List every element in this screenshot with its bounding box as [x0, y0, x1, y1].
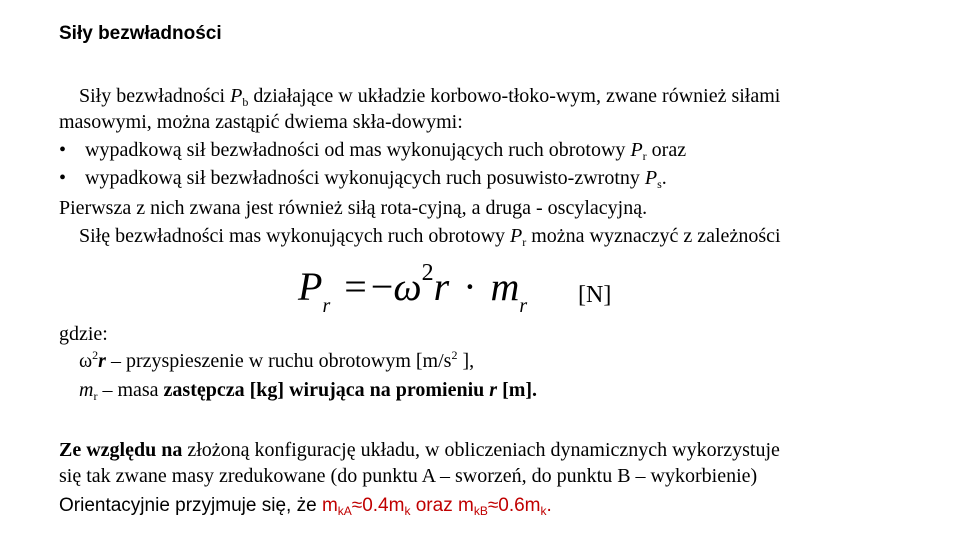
subscript: r — [522, 235, 527, 249]
subscript: kA — [337, 504, 352, 518]
text: działające w układzie korbowo-tłoko-wym, zwane również siłami — [248, 85, 781, 107]
subscript: r — [642, 149, 647, 163]
slide-title: Siły bezwładności — [59, 23, 222, 44]
text: oraz — [410, 495, 458, 516]
formula-subscript: r — [322, 295, 331, 317]
red-var: m — [388, 495, 405, 516]
text: ], — [457, 350, 475, 372]
bullet-text: wypadkową sił bezwładności od mas wykonujących ruch obrotowy — [85, 139, 631, 161]
bullet-text: wypadkową sił bezwładności wykonujących ruch posuwisto-zwrotny — [85, 167, 645, 189]
omega-symbol: ω — [79, 350, 93, 372]
paragraph-line — [79, 224, 781, 248]
where-label: gdzie: — [59, 323, 108, 345]
var-P: P — [230, 85, 243, 107]
formula-m: m — [490, 264, 520, 309]
paragraph-line: się tak zwane masy zredukowane (do punktu A – sworzeń, do punktu B – wykorbienie) — [59, 465, 758, 487]
formula-P: P — [298, 264, 323, 309]
paragraph-line: Pierwsza z nich zwana jest również siłą rota-cyjną, a druga - oscylacyjną. — [59, 197, 648, 219]
bold-text: [m]. — [497, 379, 538, 401]
bold-text: zastępcza [kg] wirująca na promieniu — [163, 379, 490, 401]
text: Siły bezwładności — [79, 85, 231, 107]
where-item — [79, 378, 537, 402]
var-r: r — [489, 379, 498, 401]
subscript: b — [242, 95, 249, 109]
red-var: m — [457, 495, 474, 516]
red-var: m — [321, 495, 338, 516]
subscript: kB — [473, 504, 488, 518]
bullet-item — [59, 166, 667, 190]
formula-dot: · — [463, 264, 477, 309]
text: – przyspieszenie w ruchu obrotowym [m/s — [105, 350, 452, 372]
var-P: P — [630, 139, 643, 161]
inertia-force-formula — [298, 260, 528, 323]
bullet-symbol: • — [59, 167, 67, 189]
var-P: P — [644, 167, 658, 189]
subscript: s — [657, 177, 662, 191]
text: złożoną konfigurację układu, w obliczeniach dynamicznych wykorzystuje — [182, 439, 780, 461]
superscript: 2 — [451, 348, 458, 362]
paragraph-line: masowymi, można zastąpić dwiema skła-dowymi: — [59, 111, 463, 133]
subscript: k — [540, 504, 547, 518]
red-value: ≈0.6 — [487, 495, 525, 516]
paragraph-line — [79, 84, 780, 108]
where-item — [79, 349, 474, 373]
red-var: m — [524, 495, 541, 516]
text: . — [546, 495, 552, 516]
formula-equals: = — [344, 264, 367, 309]
subscript: r — [93, 389, 98, 403]
formula-exponent: 2 — [421, 260, 434, 286]
var-m: m — [79, 379, 94, 401]
formula-r: r — [433, 264, 450, 309]
text: – masa — [97, 379, 164, 401]
paragraph-line — [59, 438, 780, 462]
orientation-line — [59, 494, 552, 518]
bullet-symbol: • — [59, 139, 67, 161]
formula-omega: ω — [393, 264, 422, 309]
superscript: 2 — [92, 348, 99, 362]
text: Siłę bezwładności mas wykonujących ruch obrotowy — [79, 225, 511, 247]
bold-text: Ze względu na — [59, 439, 183, 461]
formula-unit: [N] — [578, 282, 612, 308]
text: Orientacyjnie przyjmuje się, że — [59, 495, 322, 516]
subscript: k — [404, 504, 411, 518]
formula-minus: − — [370, 264, 394, 309]
var-r: r — [98, 350, 106, 372]
formula-subscript: r — [519, 295, 528, 317]
text: można wyznaczyć z zależności — [526, 225, 781, 247]
bullet-item — [59, 138, 686, 162]
var-P: P — [510, 225, 523, 247]
text: oraz — [646, 139, 687, 161]
text: . — [661, 167, 667, 189]
red-value: ≈0.4 — [351, 495, 389, 516]
